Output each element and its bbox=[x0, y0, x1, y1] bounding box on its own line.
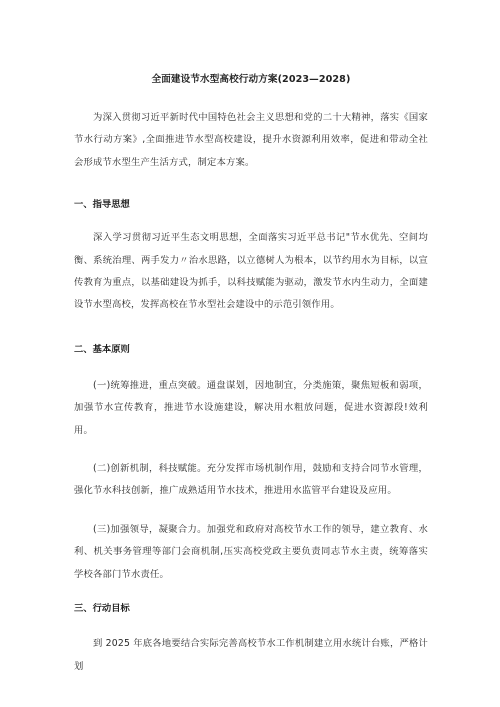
principle-paragraph-2: (二)创新机制，科技赋能。充分发挥市场机制作用，鼓励和支持合同节水管理，强化节水科技创新，推广成熟适用节水技术，推进用水监管平台建设及应用。 bbox=[74, 463, 428, 497]
section-heading-guiding-ideology: 一、指导思想 bbox=[74, 199, 130, 211]
section-heading-action-goals: 三、行动目标 bbox=[74, 603, 130, 615]
principle-paragraph-3: (三)加强领导，凝聚合力。加强党和政府对高校节水工作的领导，建立教育、水利、机关事务管理等部门会商机制,压实高校党政主要负责同志节水主责，统筹落实学校各部门节水责任。 bbox=[74, 523, 428, 580]
guiding-ideology-paragraph: 深入学习贯彻习近平生态文明思想，全面落实习近平总书记"节水优先、空间均衡、系统治理、两手发力〃治水思路，以立德树人为根本，以节约用水为目标，以宣传教育为重点，以基础建设为抓手，以科技赋能为驱动，激发节水内生动力，全面建设节水型高校，发挥高校在节水型社会建设中的示范引领作用。 bbox=[74, 232, 428, 311]
document-title: 全面建设节水型高校行动方案(2023—2028) bbox=[151, 74, 351, 85]
section-heading-basic-principles: 二、基本原则 bbox=[74, 343, 130, 355]
action-goals-paragraph: 到 2025 年底各地要结合实际完善高校节水工作机制建立用水统计台账，严格计划 bbox=[74, 638, 428, 672]
principle-paragraph-1: (一)统筹推进，重点突破。通盘谋划，因地制宜，分类施策，聚焦短板和弱项，加强节水宣传教育，推进节水设施建设，解决用水粗放问题，促进水资源段!效利用。 bbox=[74, 379, 428, 436]
intro-paragraph: 为深入贯彻习近平新时代中国特色社会主义思想和党的二十大精神，落实《国家节水行动方案》,全面推进节水型高校建设，提升水资源利用效率，促进和带动全社会形成节水型生产生活方式，制定本方案。 bbox=[74, 112, 428, 168]
